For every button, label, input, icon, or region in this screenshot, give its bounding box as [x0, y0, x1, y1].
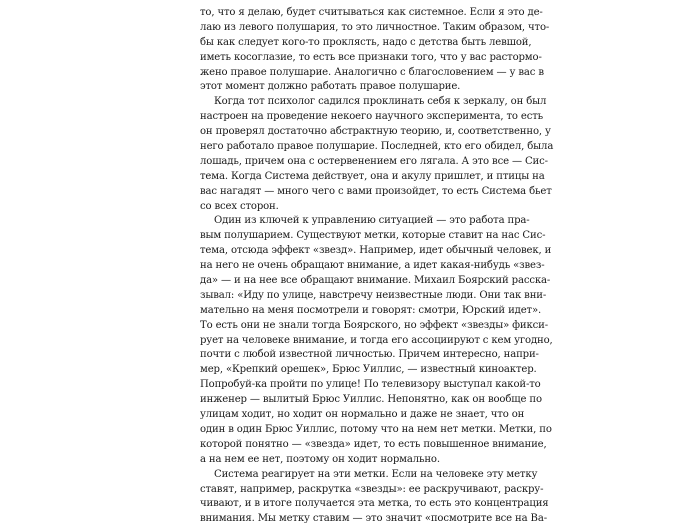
text-line: чивают, и в итоге получается эта метка, то есть это концентрация	[200, 498, 549, 510]
text-line: ставят, например, раскрутка «звезды»: ее раскручивают, раскру-	[200, 483, 544, 495]
text-line: иметь косоглазие, то есть все признаки того, что у вас растормо-	[200, 51, 542, 63]
text-line: да» — и на нее все обращают внимание. Михаил Боярский расска-	[200, 275, 551, 287]
text-line: а на нем ее нет, поэтому он ходит нормально.	[200, 453, 440, 465]
text-line: на него не очень обращают внимание, а идет какая-нибудь «звез-	[200, 260, 545, 272]
text-line: мер, «Крепкий орешек», Брюс Уиллис, — известный киноактер.	[200, 364, 537, 376]
text-line: один в один Брюс Уиллис, потому что на нем нет метки. Метки, по	[200, 423, 552, 435]
text-line: Попробуй-ка пройти по улице! По телевизору выступал какой-то	[200, 379, 541, 391]
text-line: То есть они не знали тогда Боярского, но эффект «звезды» фикси-	[200, 319, 549, 331]
paragraph	[200, 95, 554, 214]
text-line: тема. Когда Система действует, она и акулу пришлет, и птицы на	[200, 170, 545, 182]
text-line: то, что я делаю, будет считываться как системное. Если я это де-	[200, 7, 543, 18]
text-line: внимания. Мы метку ставим — это значит «посмотрите все на Ва-	[200, 513, 547, 525]
text-line: инженер — вылитый Брюс Уиллис. Непонятно, как он вообще по	[200, 394, 542, 406]
page-body-text	[200, 6, 554, 527]
text-line: он проверял достаточно абстрактную теорию, и, соответственно, у	[200, 126, 551, 138]
text-line: Когда тот психолог садился проклинать себя к зеркалу, он был	[214, 96, 547, 108]
paragraph	[200, 214, 553, 467]
text-line: вым полушарием. Существуют метки, которые ставит на нас Сис-	[200, 230, 546, 242]
text-line: зывал: «Иду по улице, навстречу неизвестные люди. Они так вни-	[200, 289, 547, 301]
text-line: бы как следует кого-то проклясть, надо с детства быть левшой,	[200, 36, 532, 48]
text-line: Один из ключей к управлению ситуацией — это работа пра-	[214, 215, 530, 227]
text-line: жено правое полушарие. Аналогично с благословением — у вас в	[200, 66, 544, 78]
text-line: настроен на проведение некоего научного эксперимента, то есть	[200, 111, 544, 123]
text-line: лошадь, причем она с остервенением его лягала. А это все — Сис-	[200, 155, 548, 167]
text-line: рует на человеке внимание, и тогда его ассоциируют с кем угодно,	[200, 334, 553, 346]
text-line: почти с любой известной личностью. Причем интересно, напри-	[200, 349, 539, 361]
paragraph	[200, 6, 550, 95]
text-line: лаю из левого полушария, то это личностное. Таким образом, что-	[200, 21, 550, 33]
text-line: мательно на меня посмотрели и говорят: смотри, Юрский идет».	[200, 304, 542, 316]
text-line: тема, отсюда эффект «звезд». Например, идет обычный человек, и	[200, 245, 552, 257]
text-line: вас нагадят — много чего с вами произойдет, то есть Система бьет	[200, 185, 552, 197]
text-line: улицам ходит, но ходит он нормально и даже не знает, что он	[200, 409, 525, 421]
text-line: него работало правое полушарие. Последней, кто его обидел, была	[200, 141, 554, 153]
text-line: со всех сторон.	[200, 200, 279, 212]
text-line: Система реагирует на эти метки. Если на человеке эту метку	[214, 468, 538, 480]
paragraph	[200, 468, 549, 527]
text-line: которой понятно — «звезда» идет, то есть повышенное внимание,	[200, 438, 547, 450]
text-line: этот момент должно работать правое полушарие.	[200, 81, 461, 93]
